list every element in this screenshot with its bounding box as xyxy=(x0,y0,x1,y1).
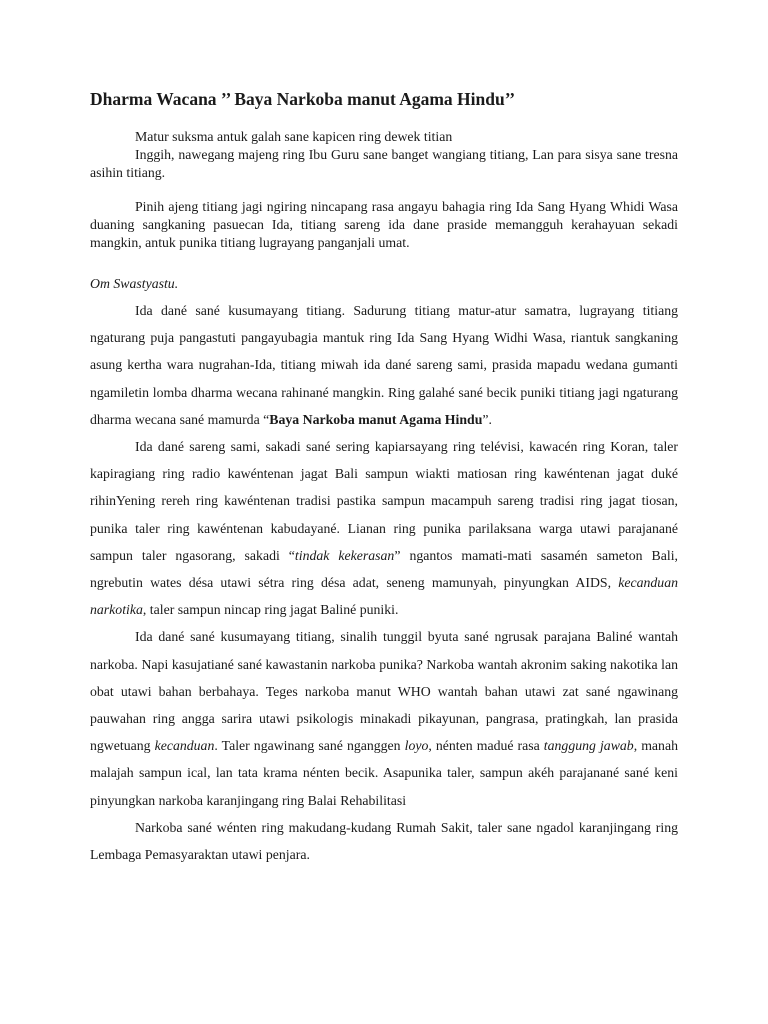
term-loyo: loyo xyxy=(404,738,429,754)
paragraph-2-part-c: , taler sampun nincap ring jagat Baliné puniki. xyxy=(142,602,399,618)
term-tanggung-jawab: tanggung jawab xyxy=(543,738,634,754)
paragraph-2-part-b: ” ngantos mamati-mati sasamén sameton Bali, ngrebutin wates désa utawi sétra ring désa adat, seneng mamunyah, pinyungkan AIDS, xyxy=(90,547,678,591)
document-body xyxy=(90,88,678,868)
term-kecanduan-narkotika: kecanduan narkotika xyxy=(90,575,678,618)
paragraph-3-part-d: , manah malajah sampun ical, lan tata krama nénten becik. Asapunika taler, sampun akéh parajanané sané keni pinyungkan narkoba karanjingang ring Balai Rehabilitasi xyxy=(90,738,678,808)
paragraph-1 xyxy=(90,297,678,433)
paragraph-3-part-b: . Taler ngawinang sané nganggen xyxy=(214,738,405,754)
paragraph-3-part-c: , nénten madué rasa xyxy=(428,738,544,754)
paragraph-2 xyxy=(90,433,678,623)
paragraph-2-part-a: Ida dané sareng sami, sakadi sané sering kapiarsayang ring telévisi, kawacén ring Koran, taler kapiragiang ring radio kawéntenan jagat Bali sampun wiakti matiosan ring kawéntenan jagat duké rihinYening rereh ring kawéntenan tradisi pastika sampun macampuh sareng tradisi ring jagat tiosan, punika taler ring kawéntenan kabudayané. Lianan ring punika parilaksana warga utawi parajanané sampun taler ngasorang, sakadi “ xyxy=(90,439,678,563)
intro-greeting-paragraph: Inggih, nawegang majeng ring Ibu Guru sane banget wangiang titiang, Lan para sisya sane tresna asihin titiang. xyxy=(90,147,678,180)
paragraph-4: Narkoba sané wénten ring makudang-kudang Rumah Sakit, taler sane ngadol karanjingang ring Lembaga Pemasyaraktan utawi penjara. xyxy=(90,819,678,863)
main-content xyxy=(90,297,678,868)
paragraph-3-part-a: Ida dané sané kusumayang titiang, sinalih tunggil byuta sané ngrusak parajana Baliné wantah narkoba. Napi kasujatiané sané kawastanin narkoba punika? Narkoba wantah akronim saking nakotika lan obat utawi bahan berbahaya. Teges narkoba manut WHO wantah bahan utawi zat sané ngawinang pauwahan ring angga sarira utawi psikologis minakadi pikayunan, pangrasa, pratingkah, lan prasida ngwetuang xyxy=(90,629,678,754)
intro-thanks-line: Matur suksma antuk galah sane kapicen ring dewek titian xyxy=(135,129,453,144)
salam-opening: Om Swastyastu. xyxy=(90,276,179,291)
document-title: Dharma Wacana ’’ Baya Narkoba manut Agama Hindu’’ xyxy=(90,89,516,109)
paragraph-3 xyxy=(90,623,678,813)
term-kecanduan: kecanduan xyxy=(154,738,215,754)
intro-gratitude-paragraph: Pinih ajeng titiang jagi ngiring nincapang rasa angayu bahagia ring Ida Sang Hyang Whidi Wasa duaning sangkaning pasuecan Ida, titiang sareng ida dane praside memangguh kerahayuan sekadi mangkin, antuk punika titiang lugrayang panganjali umat. xyxy=(90,199,678,250)
opening-section xyxy=(90,128,678,252)
topic-title-bold: Baya Narkoba manut Agama Hindu xyxy=(269,411,483,427)
paragraph-spacer xyxy=(90,182,678,198)
paragraph-1-end: ”. xyxy=(482,411,492,427)
paragraph-1-text: Ida dané sané kusumayang titiang. Sadurung titiang matur-atur samatra, lugrayang titiang ngaturang puja pangastuti pangayubagia mantuk ring Ida Sang Hyang Widhi Wasa, riantuk sangkaning asung kertha wara nugrahan-Ida, titiang miwah ida dané sareng sami, prasida mapadu wedana gumanti ngamiletin lomba dharma wecana rahinané mangkin. Ring galahé sané becik puniki titiang jagi ngaturang dharma wecana sané mamurda “ xyxy=(90,303,678,427)
term-tindak-kekerasan: tindak kekerasan xyxy=(294,547,395,563)
